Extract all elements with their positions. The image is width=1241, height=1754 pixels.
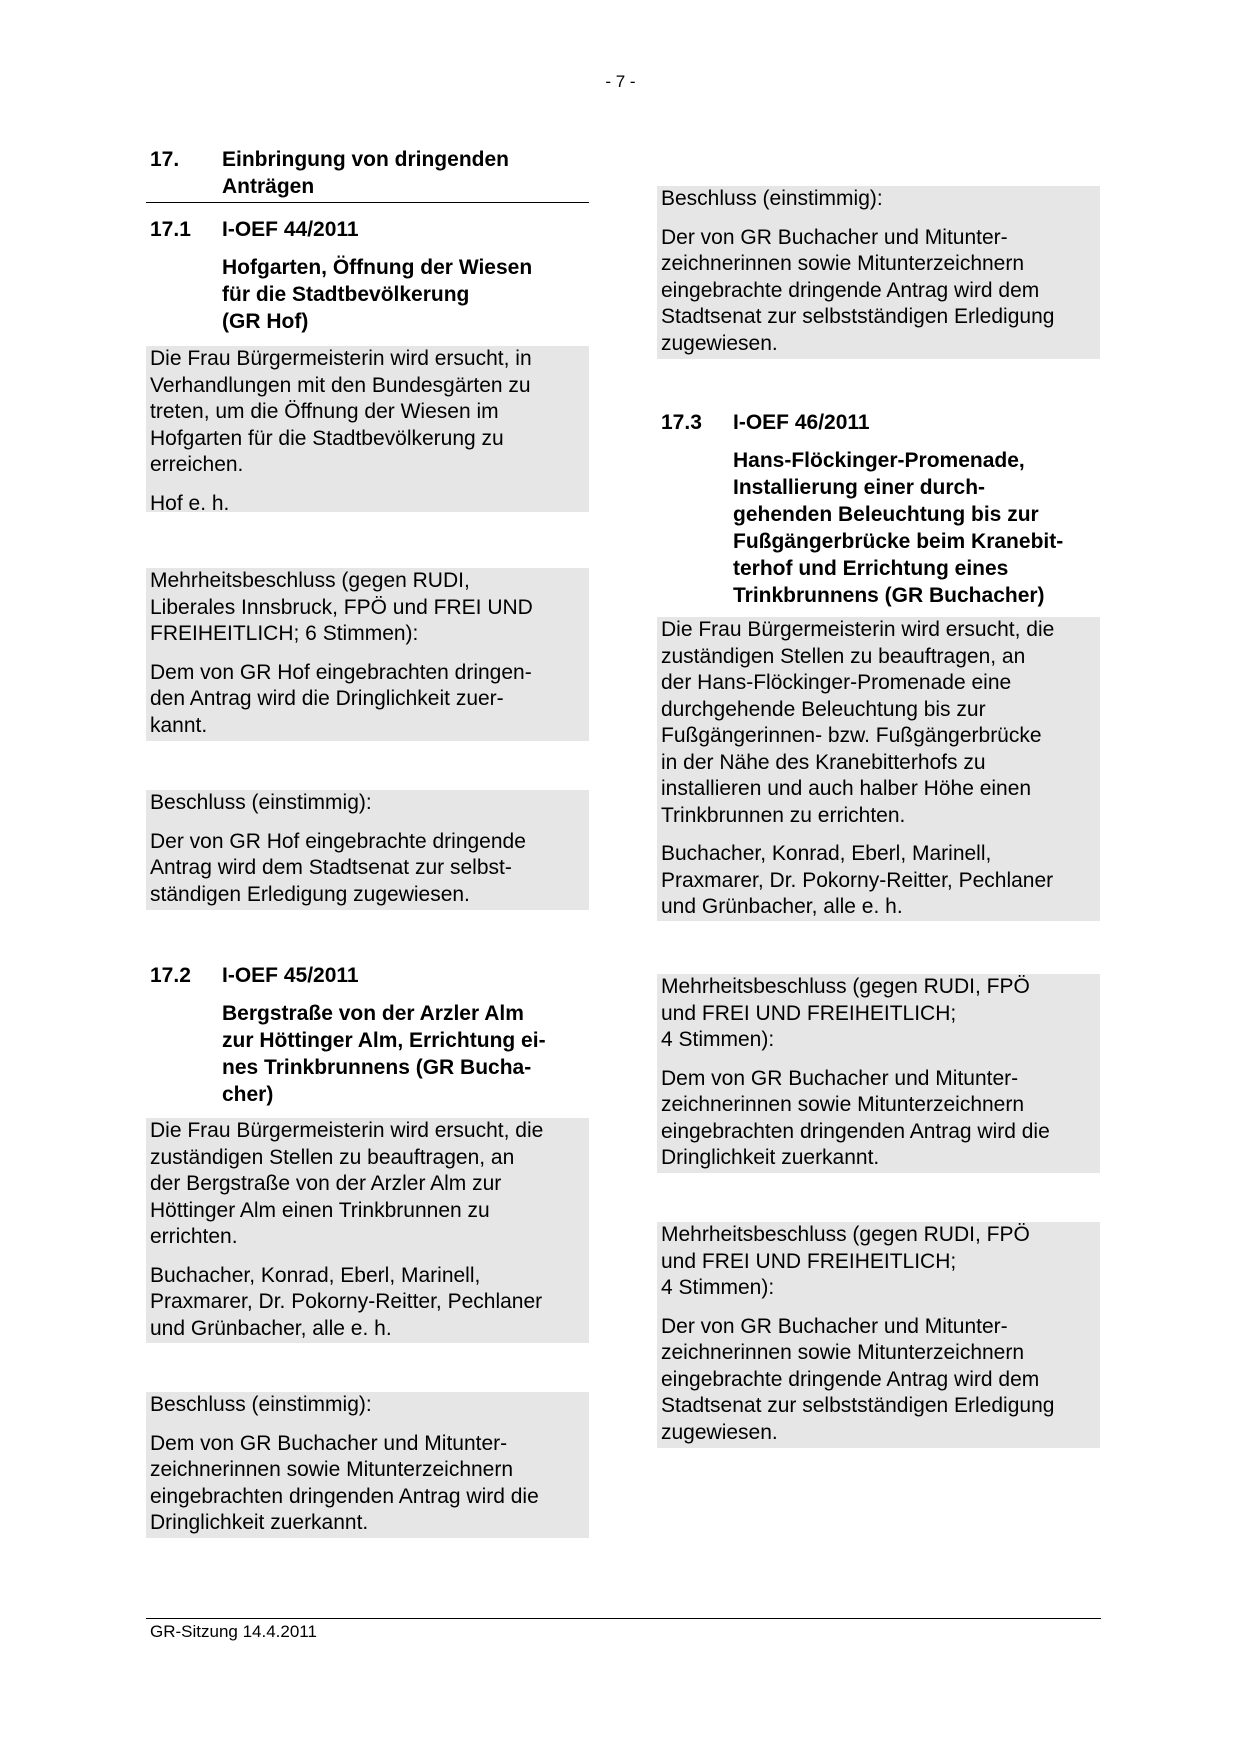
title-line: Trinkbrunnens (GR Buchacher) [733, 584, 1045, 607]
item-code: I-OEF 46/2011 [733, 411, 870, 434]
motion-text: Die Frau Bürgermeisterin wird ersucht, die zuständigen Stellen zu beauftragen, an der Bergstraße von der Arzler Alm zur Höttinger Alm einen Trinkbrunnen zu errichten. [150, 1119, 544, 1248]
decision-head: Beschluss (einstimmig): [150, 1393, 372, 1416]
decision-box-17-2-a [146, 1392, 589, 1538]
decision-box-17-1-a [146, 568, 589, 741]
title-line: Anträgen [222, 175, 315, 198]
signers: Buchacher, Konrad, Eberl, Marinell, Praxmarer, Dr. Pokorny-Reitter, Pechlaner und Grünbacher, alle e. h. [661, 842, 1054, 918]
decision-head: Mehrheitsbeschluss (gegen RUDI, Liberales Innsbruck, FPÖ und FREI UND FREIHEITLICH; 6 Stimmen): [150, 569, 533, 645]
motion-box-17-1 [146, 346, 589, 515]
item-code: I-OEF 44/2011 [222, 218, 359, 241]
decision-body: Der von GR Buchacher und Mitunter- zeichnerinnen sowie Mitunterzeichnern eingebrachte dringende Antrag wird dem Stadtsenat zur selbstständigen Erledigung zugewiesen. [661, 225, 1055, 355]
decision-body: Der von GR Hof eingebrachte dringende Antrag wird dem Stadtsenat zur selbst- ständigen Erledigung zugewiesen. [150, 829, 526, 906]
title-line: (GR Hof) [222, 310, 309, 333]
decision-head: Mehrheitsbeschluss (gegen RUDI, FPÖ und FREI UND FREIHEITLICH; 4 Stimmen): [661, 975, 1030, 1051]
signers: Hof e. h. [150, 491, 230, 515]
item-code: I-OEF 45/2011 [222, 964, 359, 987]
motion-box-17-2 [146, 1118, 589, 1343]
section-number: 17. [150, 148, 180, 171]
title-line: Einbringung von dringenden [222, 148, 509, 171]
title-line: für die Stadtbevölkerung [222, 283, 470, 306]
section-title [222, 146, 588, 200]
decision-head: Beschluss (einstimmig): [150, 791, 372, 814]
footer-text: GR-Sitzung 14.4.2011 [150, 1622, 317, 1641]
section-divider [146, 202, 589, 203]
title-line: cher) [222, 1083, 274, 1106]
title-line: zur Höttinger Alm, Errichtung ei- [222, 1029, 546, 1052]
decision-body: Dem von GR Buchacher und Mitunter- zeichnerinnen sowie Mitunterzeichnern eingebrachten dringenden Antrag wird die Dringlichkeit zuerkannt. [661, 1066, 1050, 1169]
decision-box-17-2-b [657, 186, 1100, 359]
title-line: Installierung einer durch- [733, 476, 986, 499]
decision-box-17-3-b [657, 1222, 1100, 1448]
title-line: Hofgarten, Öffnung der Wiesen [222, 256, 533, 279]
motion-text: Die Frau Bürgermeisterin wird ersucht, die zuständigen Stellen zu beauftragen, an der Hans-Flöckinger-Promenade eine durchgehende Beleuchtung bis zur Fußgängerinnen- bzw. Fußgängerbrücke in der Nähe des Kranebitterhofs zu installieren und auch halber Höhe einen Trinkbrunnen zu errichten. [661, 618, 1055, 827]
decision-body: Dem von GR Hof eingebrachten dringen- den Antrag wird die Dringlichkeit zuer- kannt. [150, 660, 532, 737]
footer-divider [146, 1618, 1101, 1619]
item-number: 17.2 [150, 964, 191, 987]
decision-body: Dem von GR Buchacher und Mitunter- zeichnerinnen sowie Mitunterzeichnern eingebrachten dringenden Antrag wird die Dringlichkeit zuerkannt. [150, 1431, 539, 1534]
decision-head: Beschluss (einstimmig): [661, 187, 883, 210]
decision-box-17-3-a [657, 974, 1100, 1173]
signers: Buchacher, Konrad, Eberl, Marinell, Praxmarer, Dr. Pokorny-Reitter, Pechlaner und Grünbacher, alle e. h. [150, 1263, 543, 1340]
title-line: Hans-Flöckinger-Promenade, [733, 449, 1025, 472]
title-line: gehenden Beleuchtung bis zur [733, 503, 1039, 526]
item-number: 17.1 [150, 218, 191, 241]
item-number: 17.3 [661, 411, 702, 434]
page-number: - 7 - [605, 72, 636, 91]
title-line: nes Trinkbrunnens (GR Bucha- [222, 1056, 532, 1079]
decision-box-17-1-b [146, 790, 589, 910]
title-line: terhof und Errichtung eines [733, 557, 1009, 580]
decision-body: Der von GR Buchacher und Mitunter- zeichnerinnen sowie Mitunterzeichnern eingebrachte dringende Antrag wird dem Stadtsenat zur selbstständigen Erledigung zugewiesen. [661, 1314, 1055, 1444]
decision-head: Mehrheitsbeschluss (gegen RUDI, FPÖ und FREI UND FREIHEITLICH; 4 Stimmen): [661, 1223, 1030, 1299]
title-line: Bergstraße von der Arzler Alm [222, 1002, 524, 1025]
motion-text: Die Frau Bürgermeisterin wird ersucht, in Verhandlungen mit den Bundesgärten zu treten, um die Öffnung der Wiesen im Hofgarten für die Stadtbevölkerung zu erreichen. [150, 347, 532, 476]
title-line: Fußgängerbrücke beim Kranebit- [733, 530, 1064, 553]
motion-box-17-3 [657, 617, 1100, 921]
